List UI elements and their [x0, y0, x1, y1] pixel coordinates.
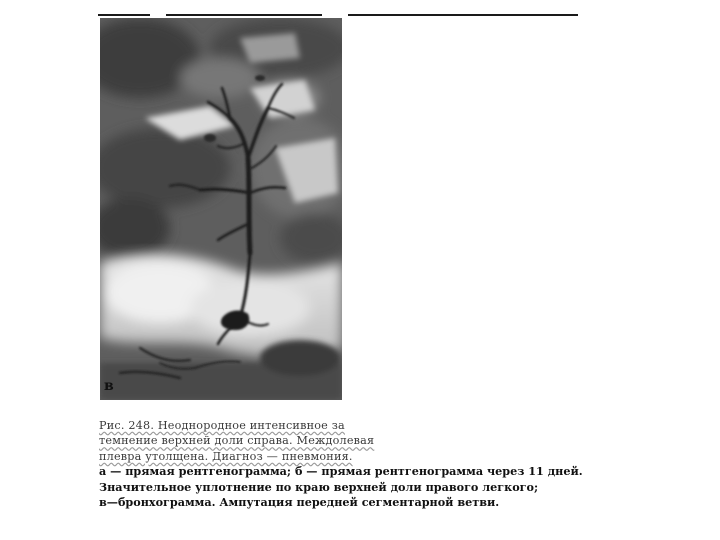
caption-line-1: Рис. 248. Неоднородное интенсивное за: [99, 419, 345, 432]
caption-line-5: Значительное уплотнение по краю верхней доли правого легкого;: [99, 479, 539, 494]
caption-line-6: в—бронхограмма. Ампутация передней сегментарной ветви.: [99, 495, 500, 510]
top-rule-middle: [166, 14, 322, 16]
panel-letter-v: в: [104, 378, 114, 394]
bronchogram-xray-image: [100, 18, 342, 400]
top-rule-left: [98, 14, 150, 16]
caption-line-3: плевра утолщена. Диагноз — пневмония.: [99, 449, 353, 463]
caption-line-2: темнение верхней доли справа. Междолевая: [99, 434, 375, 448]
caption-line-4: а — прямая рентгенограмма; б — прямая рентгенограмма через 11 дней.: [99, 464, 583, 479]
figure-caption: [99, 418, 619, 510]
top-rule-right: [348, 14, 578, 16]
